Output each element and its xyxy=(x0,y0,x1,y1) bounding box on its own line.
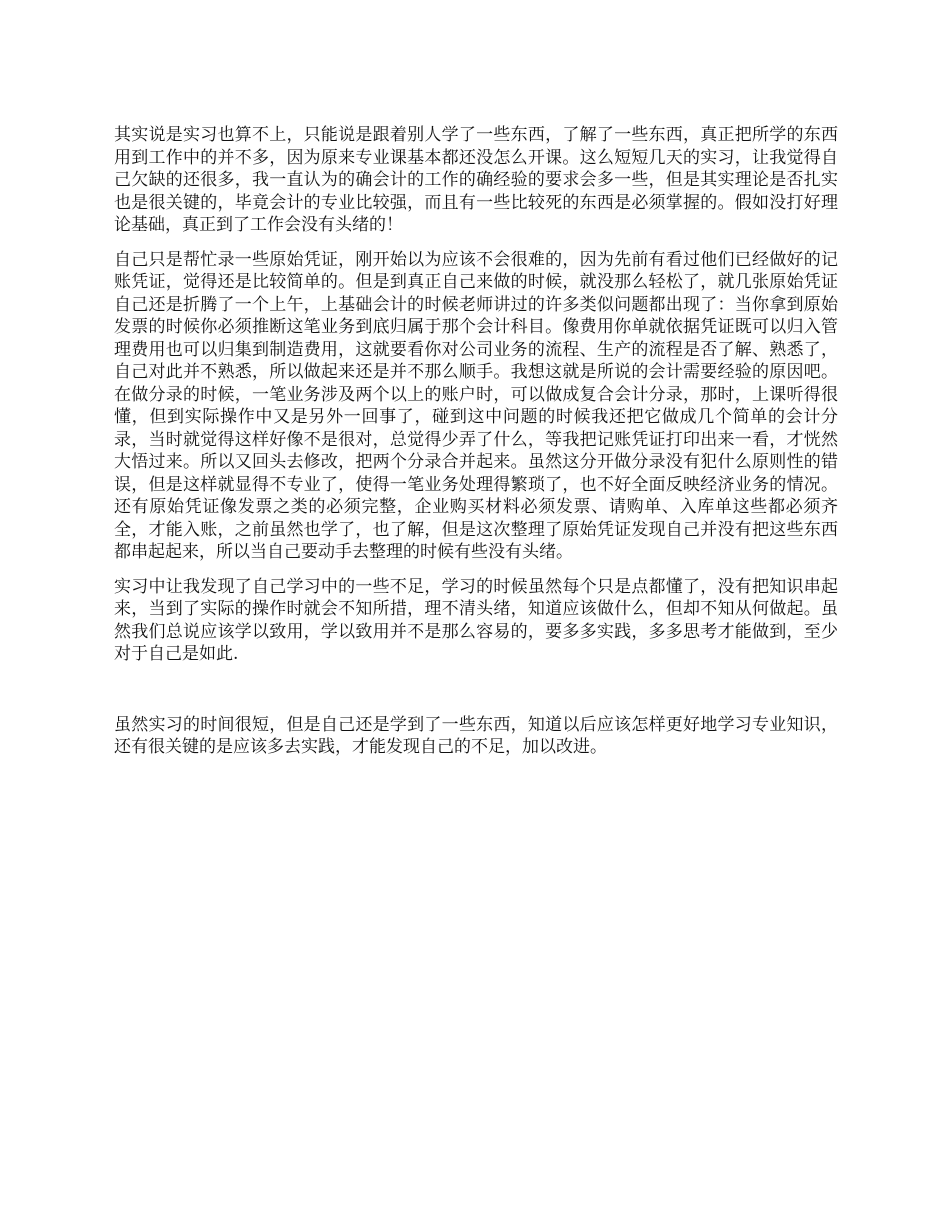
paragraph-1: 其实说是实习也算不上，只能说是跟着别人学了一些东西，了解了一些东西，真正把所学的东西用到工作中的并不多，因为原来专业课基本都还没怎么开课。这么短短几天的实习，让我觉得自己欠缺的还很多，我一直认为的确会计的工作的确经验的要求会多一些，但是其实理论是否扎实也是很关键的，毕竟会计的专业比较强，而且有一些比较死的东西是必须掌握的。假如没打好理论基础，真正到了工作会没有头绪的！ xyxy=(114,125,838,235)
paragraph-4: 虽然实习的时间很短，但是自己还是学到了一些东西，知道以后应该怎样更好地学习专业知识，还有很关键的是应该多去实践，才能发现自己的不足，加以改进。 xyxy=(114,714,838,757)
document-body xyxy=(114,124,838,771)
paragraph-2: 自己只是帮忙录一些原始凭证，刚开始以为应该不会很难的，因为先前有看过他们已经做好的记账凭证，觉得还是比较简单的。但是到真正自己来做的时候，就没那么轻松了，就几张原始凭证自己还是折腾了一个上午，上基础会计的时候老师讲过的许多类似问题都出现了：当你拿到原始发票的时候你必须推断这笔业务到底归属于那个会计科目。像费用你单就依据凭证既可以归入管理费用也可以归集到制造费用，这就要看你对公司业务的流程、生产的流程是否了解、熟悉了，自己对此并不熟悉，所以做起来还是并不那么顺手。我想这就是所说的会计需要经验的原因吧。在做分录的时候，一笔业务涉及两个以上的账户时，可以做成复合会计分录，那时，上课听得很懂，但到实际操作中又是另外一回事了，碰到这中问题的时候我还把它做成几个简单的会计分录，当时就觉得这样好像不是很对，总觉得少弄了什么，等我把记账凭证打印出来一看，才恍然大悟过来。所以又回头去修改，把两个分录合并起来。虽然这分开做分录没有犯什么原则性的错误，但是这样就显得不专业了，使得一笔业务处理得繁琐了，也不好全面反映经济业务的情况。还有原始凭证像发票之类的必须完整，企业购买材料必须发票、请购单、入库单这些都必须齐全，才能入账，之前虽然也学了，也了解，但是这次整理了原始凭证发现自己并没有把这些东西都串起起来，所以当自己要动手去整理的时候有些没有头绪。 xyxy=(114,249,838,562)
paragraph-3: 实习中让我发现了自己学习中的一些不足，学习的时候虽然每个只是点都懂了，没有把知识串起来，当到了实际的操作时就会不知所措，理不清头绪，知道应该做什么，但却不知从何做起。虽然我们总说应该学以致用，学以致用并不是那么容易的，要多多实践，多多思考才能做到，至少对于自己是如此. xyxy=(114,576,838,664)
paragraph-spacer xyxy=(114,678,838,714)
